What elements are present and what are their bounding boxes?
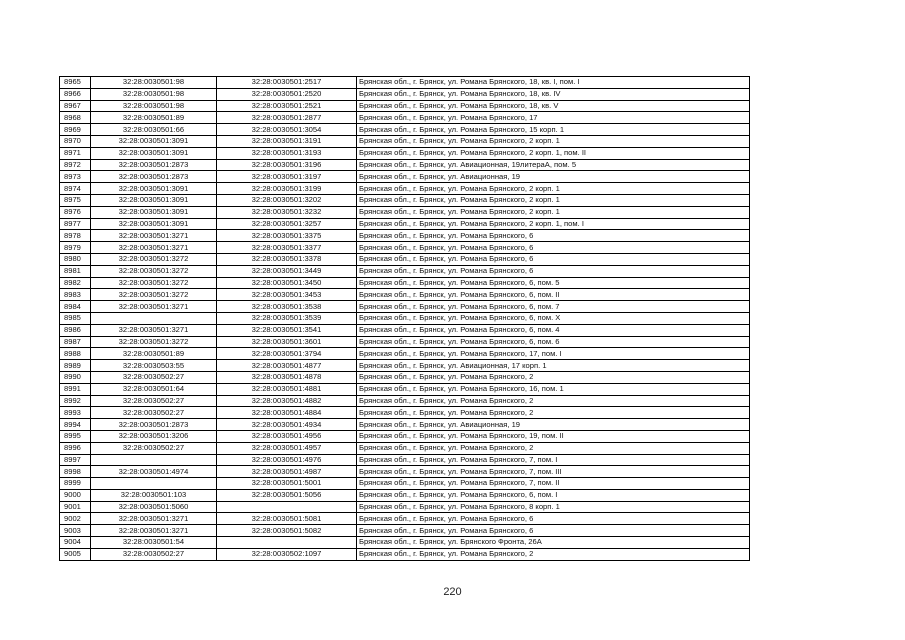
row-number-cell: 8965 [60, 77, 91, 89]
object-cadastral-cell: 32:28:0030501:4877 [217, 360, 357, 372]
parcel-cadastral-cell: 32:28:0030501:64 [91, 383, 217, 395]
row-number-cell: 8981 [60, 265, 91, 277]
address-cell: Брянская обл., г. Брянск, ул. Романа Брянского, 7, пом. I [357, 454, 750, 466]
object-cadastral-cell [217, 501, 357, 513]
object-cadastral-cell: 32:28:0030501:3196 [217, 159, 357, 171]
parcel-cadastral-cell: 32:28:0030501:3271 [91, 513, 217, 525]
object-cadastral-cell: 32:28:0030501:3191 [217, 135, 357, 147]
parcel-cadastral-cell [91, 312, 217, 324]
table-row [60, 147, 750, 159]
row-number-cell: 8988 [60, 348, 91, 360]
parcel-cadastral-cell: 32:28:0030501:3272 [91, 253, 217, 265]
parcel-cadastral-cell: 32:28:0030501:3206 [91, 430, 217, 442]
parcel-cadastral-cell: 32:28:0030501:89 [91, 112, 217, 124]
parcel-cadastral-cell: 32:28:0030501:3091 [91, 135, 217, 147]
address-cell: Брянская обл., г. Брянск, ул. Романа Брянского, 2 корп. 1 [357, 135, 750, 147]
address-cell: Брянская обл., г. Брянск, ул. Романа Брянского, 6, пом. 4 [357, 324, 750, 336]
address-cell: Брянская обл., г. Брянск, ул. Романа Брянского, 2 корп. 1, пом. II [357, 147, 750, 159]
address-cell: Брянская обл., г. Брянск, ул. Романа Брянского, 6, пом. 5 [357, 277, 750, 289]
address-cell: Брянская обл., г. Брянск, ул. Романа Брянского, 7, пом. II [357, 478, 750, 490]
object-cadastral-cell: 32:28:0030501:2517 [217, 77, 357, 89]
row-number-cell: 9004 [60, 537, 91, 549]
parcel-cadastral-cell: 32:28:0030502:27 [91, 407, 217, 419]
parcel-cadastral-cell: 32:28:0030502:27 [91, 548, 217, 560]
parcel-cadastral-cell: 32:28:0030501:89 [91, 348, 217, 360]
table-row [60, 135, 750, 147]
object-cadastral-cell: 32:28:0030501:3450 [217, 277, 357, 289]
table-row [60, 430, 750, 442]
parcel-cadastral-cell: 32:28:0030501:2873 [91, 419, 217, 431]
row-number-cell: 8971 [60, 147, 91, 159]
row-number-cell: 8966 [60, 88, 91, 100]
parcel-cadastral-cell: 32:28:0030502:27 [91, 395, 217, 407]
address-cell: Брянская обл., г. Брянск, ул. Романа Брянского, 17 [357, 112, 750, 124]
object-cadastral-cell: 32:28:0030501:3541 [217, 324, 357, 336]
address-cell: Брянская обл., г. Брянск, ул. Романа Брянского, 2 [357, 407, 750, 419]
address-cell: Брянская обл., г. Брянск, ул. Авиационная, 17 корп. 1 [357, 360, 750, 372]
address-cell: Брянская обл., г. Брянск, ул. Романа Брянского, 2 [357, 442, 750, 454]
row-number-cell: 8992 [60, 395, 91, 407]
parcel-cadastral-cell: 32:28:0030501:3091 [91, 206, 217, 218]
address-cell: Брянская обл., г. Брянск, ул. Романа Брянского, 6, пом. X [357, 312, 750, 324]
row-number-cell: 8987 [60, 336, 91, 348]
table-row [60, 88, 750, 100]
object-cadastral-cell: 32:28:0030501:3378 [217, 253, 357, 265]
parcel-cadastral-cell: 32:28:0030501:3091 [91, 194, 217, 206]
table-row [60, 395, 750, 407]
object-cadastral-cell: 32:28:0030501:5081 [217, 513, 357, 525]
row-number-cell: 8967 [60, 100, 91, 112]
table-row [60, 206, 750, 218]
table-row [60, 501, 750, 513]
parcel-cadastral-cell: 32:28:0030501:3272 [91, 336, 217, 348]
address-cell: Брянская обл., г. Брянск, ул. Романа Брянского, 6 [357, 253, 750, 265]
object-cadastral-cell: 32:28:0030501:3197 [217, 171, 357, 183]
row-number-cell: 8972 [60, 159, 91, 171]
table-row [60, 489, 750, 501]
table-row [60, 218, 750, 230]
parcel-cadastral-cell: 32:28:0030502:27 [91, 442, 217, 454]
parcel-cadastral-cell: 32:28:0030501:3091 [91, 183, 217, 195]
address-cell: Брянская обл., г. Брянск, ул. Романа Брянского, 2 [357, 548, 750, 560]
address-cell: Брянская обл., г. Брянск, ул. Романа Брянского, 18, кв. V [357, 100, 750, 112]
row-number-cell: 8986 [60, 324, 91, 336]
object-cadastral-cell: 32:28:0030501:4976 [217, 454, 357, 466]
table-row [60, 100, 750, 112]
address-cell: Брянская обл., г. Брянск, ул. Романа Брянского, 17, пом. I [357, 348, 750, 360]
row-number-cell: 8978 [60, 230, 91, 242]
address-cell: Брянская обл., г. Брянск, ул. Романа Брянского, 6 [357, 513, 750, 525]
object-cadastral-cell: 32:28:0030501:3232 [217, 206, 357, 218]
address-cell: Брянская обл., г. Брянск, ул. Романа Брянского, 6 [357, 230, 750, 242]
table-row [60, 171, 750, 183]
address-cell: Брянская обл., г. Брянск, ул. Романа Брянского, 6 [357, 265, 750, 277]
object-cadastral-cell: 32:28:0030501:3539 [217, 312, 357, 324]
table-row [60, 230, 750, 242]
address-cell: Брянская обл., г. Брянск, ул. Романа Брянского, 6 [357, 525, 750, 537]
registry-table [59, 76, 750, 561]
table-row [60, 371, 750, 383]
object-cadastral-cell: 32:28:0030501:2521 [217, 100, 357, 112]
parcel-cadastral-cell: 32:28:0030501:3272 [91, 265, 217, 277]
row-number-cell: 8991 [60, 383, 91, 395]
row-number-cell: 8974 [60, 183, 91, 195]
row-number-cell: 8975 [60, 194, 91, 206]
row-number-cell: 9000 [60, 489, 91, 501]
parcel-cadastral-cell: 32:28:0030501:3271 [91, 242, 217, 254]
table-row [60, 159, 750, 171]
row-number-cell: 8976 [60, 206, 91, 218]
table-row [60, 466, 750, 478]
parcel-cadastral-cell: 32:28:0030501:3271 [91, 230, 217, 242]
row-number-cell: 9003 [60, 525, 91, 537]
registry-table-body [60, 77, 750, 561]
table-row [60, 265, 750, 277]
parcel-cadastral-cell: 32:28:0030501:4974 [91, 466, 217, 478]
parcel-cadastral-cell: 32:28:0030501:54 [91, 537, 217, 549]
address-cell: Брянская обл., г. Брянск, ул. Романа Брянского, 2 [357, 395, 750, 407]
parcel-cadastral-cell: 32:28:0030501:66 [91, 124, 217, 136]
object-cadastral-cell: 32:28:0030501:2877 [217, 112, 357, 124]
object-cadastral-cell: 32:28:0030501:4987 [217, 466, 357, 478]
table-row [60, 478, 750, 490]
row-number-cell: 8990 [60, 371, 91, 383]
parcel-cadastral-cell: 32:28:0030501:5060 [91, 501, 217, 513]
row-number-cell: 9002 [60, 513, 91, 525]
row-number-cell: 8977 [60, 218, 91, 230]
address-cell: Брянская обл., г. Брянск, ул. Романа Брянского, 6 [357, 242, 750, 254]
object-cadastral-cell: 32:28:0030501:4884 [217, 407, 357, 419]
row-number-cell: 8979 [60, 242, 91, 254]
table-row [60, 253, 750, 265]
table-row [60, 242, 750, 254]
object-cadastral-cell: 32:28:0030501:3257 [217, 218, 357, 230]
object-cadastral-cell: 32:28:0030501:3377 [217, 242, 357, 254]
address-cell: Брянская обл., г. Брянск, ул. Авиационная, 19литераА, пом. 5 [357, 159, 750, 171]
table-row [60, 348, 750, 360]
parcel-cadastral-cell [91, 478, 217, 490]
address-cell: Брянская обл., г. Брянск, ул. Романа Брянского, 18, кв. IV [357, 88, 750, 100]
parcel-cadastral-cell: 32:28:0030501:3271 [91, 525, 217, 537]
parcel-cadastral-cell: 32:28:0030501:98 [91, 100, 217, 112]
table-row [60, 277, 750, 289]
table-row [60, 301, 750, 313]
address-cell: Брянская обл., г. Брянск, ул. Романа Брянского, 7, пом. III [357, 466, 750, 478]
parcel-cadastral-cell: 32:28:0030502:27 [91, 371, 217, 383]
address-cell: Брянская обл., г. Брянск, ул. Романа Брянского, 2 корп. 1 [357, 206, 750, 218]
object-cadastral-cell: 32:28:0030501:3538 [217, 301, 357, 313]
row-number-cell: 8999 [60, 478, 91, 490]
address-cell: Брянская обл., г. Брянск, ул. Авиационная, 19 [357, 171, 750, 183]
address-cell: Брянская обл., г. Брянск, ул. Романа Брянского, 2 [357, 371, 750, 383]
row-number-cell: 8993 [60, 407, 91, 419]
parcel-cadastral-cell: 32:28:0030501:3272 [91, 277, 217, 289]
object-cadastral-cell: 32:28:0030501:5082 [217, 525, 357, 537]
object-cadastral-cell: 32:28:0030501:4882 [217, 395, 357, 407]
table-row [60, 513, 750, 525]
object-cadastral-cell: 32:28:0030502:1097 [217, 548, 357, 560]
object-cadastral-cell: 32:28:0030501:4878 [217, 371, 357, 383]
object-cadastral-cell: 32:28:0030501:5056 [217, 489, 357, 501]
table-row [60, 537, 750, 549]
object-cadastral-cell: 32:28:0030501:3794 [217, 348, 357, 360]
row-number-cell: 8985 [60, 312, 91, 324]
address-cell: Брянская обл., г. Брянск, ул. Романа Брянского, 6, пом. II [357, 289, 750, 301]
row-number-cell: 8980 [60, 253, 91, 265]
address-cell: Брянская обл., г. Брянск, ул. Романа Брянского, 6, пом. I [357, 489, 750, 501]
table-row [60, 383, 750, 395]
object-cadastral-cell: 32:28:0030501:3449 [217, 265, 357, 277]
address-cell: Брянская обл., г. Брянск, ул. Романа Брянского, 15 корп. 1 [357, 124, 750, 136]
parcel-cadastral-cell: 32:28:0030501:3091 [91, 147, 217, 159]
address-cell: Брянская обл., г. Брянск, ул. Романа Брянского, 2 корп. 1 [357, 183, 750, 195]
row-number-cell: 8996 [60, 442, 91, 454]
table-row [60, 324, 750, 336]
table-row [60, 360, 750, 372]
parcel-cadastral-cell [91, 454, 217, 466]
row-number-cell: 8994 [60, 419, 91, 431]
parcel-cadastral-cell: 32:28:0030501:2873 [91, 171, 217, 183]
row-number-cell: 8997 [60, 454, 91, 466]
address-cell: Брянская обл., г. Брянск, ул. Романа Брянского, 8 корп. 1 [357, 501, 750, 513]
address-cell: Брянская обл., г. Брянск, ул. Романа Брянского, 19, пом. II [357, 430, 750, 442]
address-cell: Брянская обл., г. Брянск, ул. Романа Брянского, 6, пом. 7 [357, 301, 750, 313]
parcel-cadastral-cell: 32:28:0030501:3271 [91, 301, 217, 313]
object-cadastral-cell: 32:28:0030501:3202 [217, 194, 357, 206]
row-number-cell: 8998 [60, 466, 91, 478]
table-row [60, 419, 750, 431]
table-row [60, 454, 750, 466]
object-cadastral-cell: 32:28:0030501:4881 [217, 383, 357, 395]
address-cell: Брянская обл., г. Брянск, ул. Романа Брянского, 16, пом. 1 [357, 383, 750, 395]
row-number-cell: 8982 [60, 277, 91, 289]
object-cadastral-cell: 32:28:0030501:2520 [217, 88, 357, 100]
address-cell: Брянская обл., г. Брянск, ул. Романа Брянского, 18, кв. I, пом. I [357, 77, 750, 89]
address-cell: Брянская обл., г. Брянск, ул. Авиационная, 19 [357, 419, 750, 431]
parcel-cadastral-cell: 32:28:0030501:98 [91, 88, 217, 100]
parcel-cadastral-cell: 32:28:0030501:98 [91, 77, 217, 89]
table-row [60, 442, 750, 454]
table-row [60, 336, 750, 348]
table-row [60, 124, 750, 136]
row-number-cell: 8995 [60, 430, 91, 442]
table-row [60, 407, 750, 419]
address-cell: Брянская обл., г. Брянск, ул. Брянского Фронта, 26А [357, 537, 750, 549]
object-cadastral-cell: 32:28:0030501:3601 [217, 336, 357, 348]
row-number-cell: 8968 [60, 112, 91, 124]
table-row [60, 312, 750, 324]
row-number-cell: 9001 [60, 501, 91, 513]
table-row [60, 112, 750, 124]
parcel-cadastral-cell: 32:28:0030501:2873 [91, 159, 217, 171]
object-cadastral-cell: 32:28:0030501:5001 [217, 478, 357, 490]
table-row [60, 77, 750, 89]
object-cadastral-cell [217, 537, 357, 549]
object-cadastral-cell: 32:28:0030501:4957 [217, 442, 357, 454]
object-cadastral-cell: 32:28:0030501:3375 [217, 230, 357, 242]
object-cadastral-cell: 32:28:0030501:3453 [217, 289, 357, 301]
object-cadastral-cell: 32:28:0030501:4934 [217, 419, 357, 431]
parcel-cadastral-cell: 32:28:0030501:3271 [91, 324, 217, 336]
object-cadastral-cell: 32:28:0030501:4956 [217, 430, 357, 442]
row-number-cell: 8973 [60, 171, 91, 183]
parcel-cadastral-cell: 32:28:0030501:103 [91, 489, 217, 501]
object-cadastral-cell: 32:28:0030501:3054 [217, 124, 357, 136]
row-number-cell: 8970 [60, 135, 91, 147]
page-number: 220 [443, 586, 462, 598]
parcel-cadastral-cell: 32:28:0030501:3272 [91, 289, 217, 301]
row-number-cell: 8984 [60, 301, 91, 313]
row-number-cell: 8969 [60, 124, 91, 136]
table-row [60, 289, 750, 301]
table-row [60, 183, 750, 195]
row-number-cell: 9005 [60, 548, 91, 560]
object-cadastral-cell: 32:28:0030501:3193 [217, 147, 357, 159]
address-cell: Брянская обл., г. Брянск, ул. Романа Брянского, 6, пом. 6 [357, 336, 750, 348]
parcel-cadastral-cell: 32:28:0030503:55 [91, 360, 217, 372]
parcel-cadastral-cell: 32:28:0030501:3091 [91, 218, 217, 230]
object-cadastral-cell: 32:28:0030501:3199 [217, 183, 357, 195]
row-number-cell: 8983 [60, 289, 91, 301]
address-cell: Брянская обл., г. Брянск, ул. Романа Брянского, 2 корп. 1, пом. I [357, 218, 750, 230]
address-cell: Брянская обл., г. Брянск, ул. Романа Брянского, 2 корп. 1 [357, 194, 750, 206]
row-number-cell: 8989 [60, 360, 91, 372]
table-row [60, 525, 750, 537]
table-row [60, 548, 750, 560]
table-row [60, 194, 750, 206]
